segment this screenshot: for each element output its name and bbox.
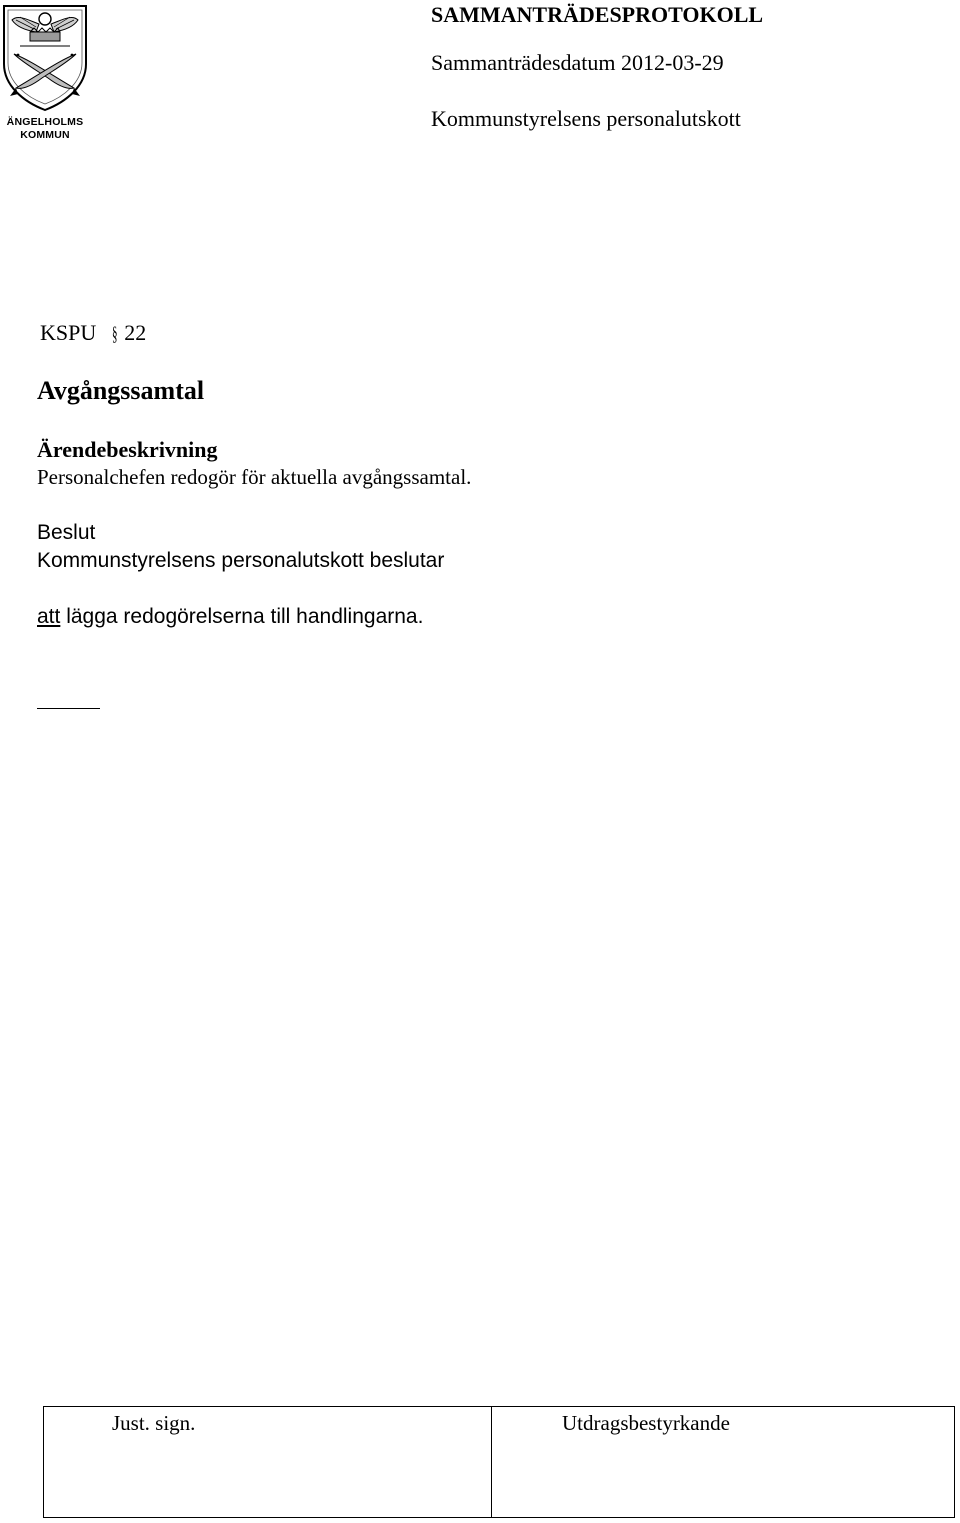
description-heading: Ärendebeskrivning	[37, 437, 218, 462]
justering-label: Just. sign.	[112, 1411, 196, 1435]
decision-text: lägga redogörelserna till handlingarna.	[60, 605, 424, 628]
case-title: Avgångssamtal	[37, 376, 205, 405]
municipal-coat-of-arms-icon	[0, 2, 90, 114]
justering-signature-cell	[44, 1407, 492, 1517]
signature-box	[43, 1406, 955, 1518]
logo-text-line2: KOMMUN	[20, 129, 70, 141]
decision-heading: Beslut	[37, 521, 96, 544]
paragraph-number-value: 22	[124, 320, 147, 345]
decision-att: att	[37, 605, 61, 628]
section-sign: §	[112, 323, 118, 345]
decision-intro: Kommunstyrelsens personalutskott beslutar	[37, 549, 445, 572]
document-title: SAMMANTRÄDESPROTOKOLL	[431, 2, 764, 27]
extract-certification-label: Utdragsbestyrkande	[562, 1411, 730, 1435]
decision-clause	[37, 605, 423, 629]
description-text: Personalchefen redogör för aktuella avgångssamtal.	[37, 465, 472, 489]
paragraph-prefix: KSPU	[40, 320, 97, 345]
paragraph-number	[40, 320, 146, 346]
meeting-date: Sammanträdesdatum 2012-03-29	[431, 50, 724, 75]
logo-text-line1: ÄNGELHOLMS	[6, 116, 84, 128]
extract-certification-cell	[492, 1407, 954, 1517]
municipal-logo	[0, 2, 90, 144]
committee-name: Kommunstyrelsens personalutskott	[431, 106, 741, 131]
section-end-rule	[37, 708, 100, 709]
